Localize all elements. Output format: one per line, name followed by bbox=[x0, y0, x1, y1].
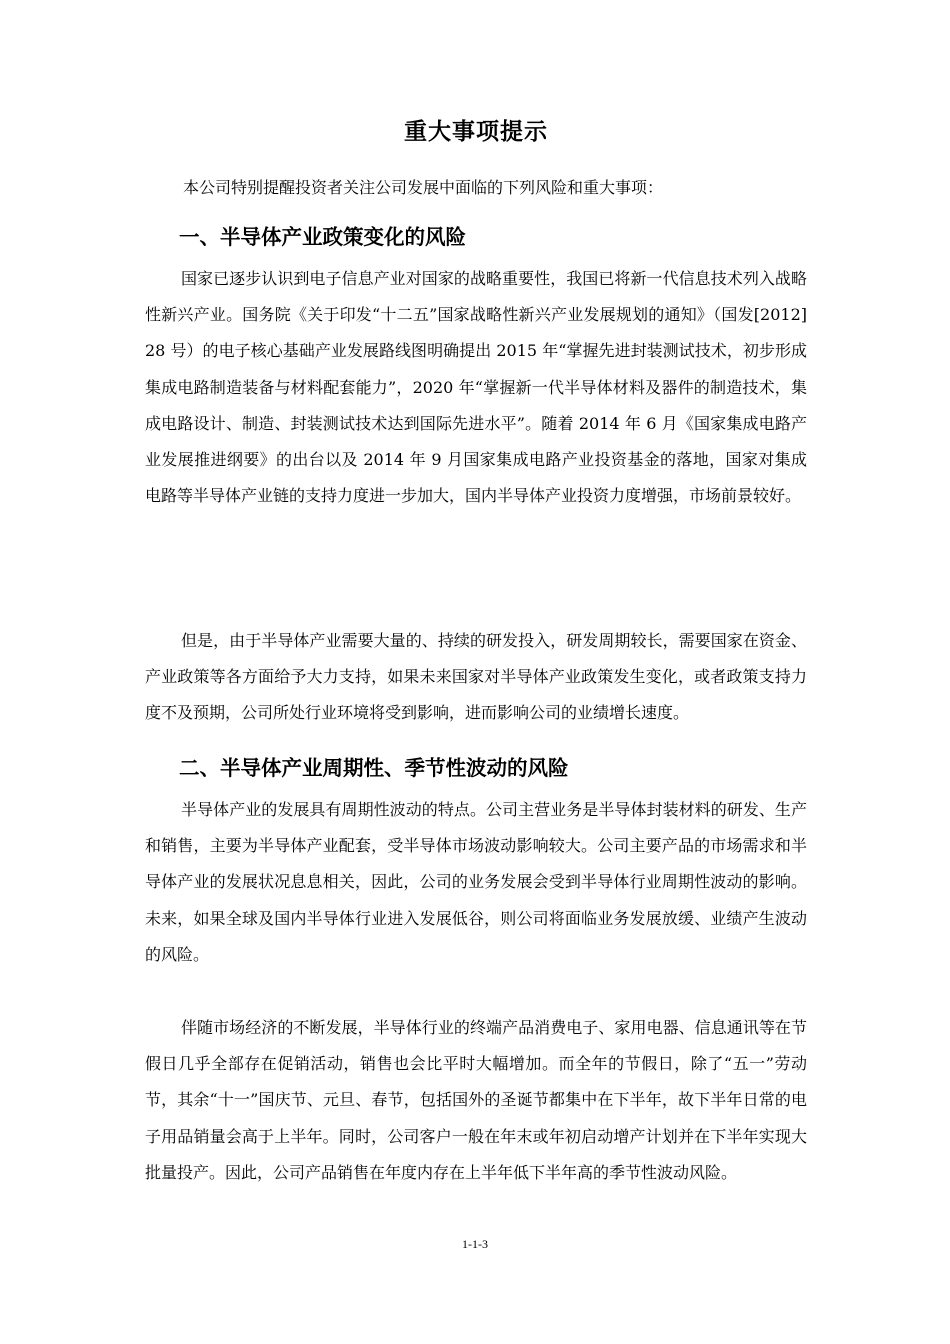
section-1-heading: 一、半导体产业政策变化的风险 bbox=[179, 225, 466, 249]
section-2-heading: 二、半导体产业周期性、季节性波动的风险 bbox=[179, 756, 569, 780]
section-2-paragraph-2: 伴随市场经济的不断发展，半导体行业的终端产品消费电子、家用电器、信息通讯等在节假日几乎全部存在促销活动，销售也会比平时大幅增加。而全年的节假日，除了“五一”劳动节，其余“十一”国庆节、元旦、春节，包括国外的圣诞节都集中在下半年，故下半年日常的电子用品销量会高于上半年。同时，公司客户一般在年末或年初启动增产计划并在下半年实现大批量投产。因此，公司产品销售在年度内存在上半年低下半年高的季节性波动风险。 bbox=[145, 1018, 807, 1182]
section-2-paragraph-1: 半导体产业的发展具有周期性波动的特点。公司主营业务是半导体封装材料的研发、生产和销售，主要为半导体产业配套，受半导体市场波动影响较大。公司主要产品的市场需求和半导体产业的发展状况息息相关，因此，公司的业务发展会受到半导体行业周期性波动的影响。未来，如果全球及国内半导体行业进入发展低谷，则公司将面临业务发展放缓、业绩产生波动的风险。 bbox=[145, 800, 807, 964]
section-1-paragraph-1: 国家已逐步认识到电子信息产业对国家的战略重要性，我国已将新一代信息技术列入战略性新兴产业。国务院《关于印发“十二五”国家战略性新兴产业发展规划的通知》（国发[2012]28 号）的电子核心基础产业发展路线图明确提出 2015 年“掌握先进封装测试技术，初步形成集成电路制造装备与材料配套能力”，2020 年“掌握新一代半导体材料及器件的制造技术，集成电路设计、制造、封装测试技术达到国际先进水平”。随着 2014 年 6 月《国家集成电路产业发展推进纲要》的出台以及 2014 年 9 月国家集成电路产业投资基金的落地，国家对集成电路等半导体产业链的支持力度进一步加大，国内半导体产业投资力度增强，市场前景较好。 bbox=[145, 269, 807, 506]
intro-paragraph: 本公司特别提醒投资者关注公司发展中面临的下列风险和重大事项： bbox=[183, 178, 664, 197]
section-1-paragraph-2: 但是，由于半导体产业需要大量的、持续的研发投入，研发周期较长，需要国家在资金、产业政策等各方面给予大力支持，如果未来国家对半导体产业政策发生变化，或者政策支持力度不及预期，公司所处行业环境将受到影响，进而影响公司的业绩增长速度。 bbox=[145, 631, 807, 723]
page-title: 重大事项提示 bbox=[404, 119, 548, 145]
page-number: 1-1-3 bbox=[462, 1237, 488, 1251]
